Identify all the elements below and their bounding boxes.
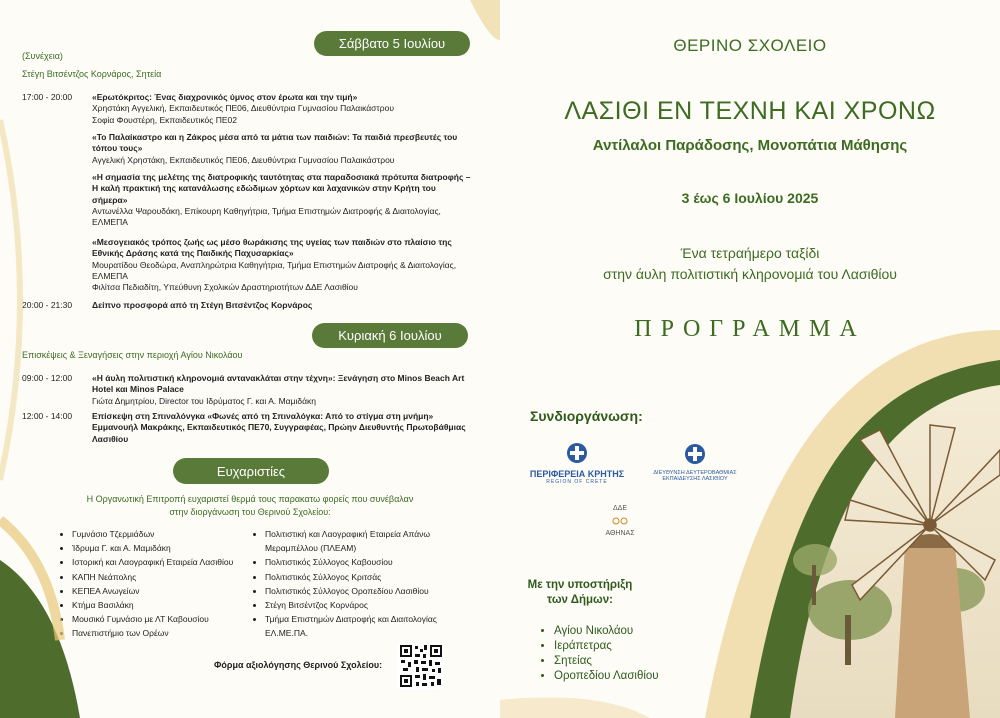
municipalities-list [540,624,659,684]
owl-icon [612,517,628,525]
form-label: Φόρμα αξιολόγησης Θερινού Σχολείου: [214,660,383,670]
session-person: Αγγελική Χρηστάκη, Εκπαιδευτικός ΠΕ06, Διευθύντρια Γυμνασίου Παλαικάστρου [92,154,395,165]
list-item: • Πολιτιστικός Σύλλογος Καβουσίου [265,555,465,569]
list-item: • Ιστορική και Λαογραφική Εταιρεία Λασιθίου [72,555,262,569]
list-item: • Τμήμα Επιστημών Διατροφής και Διαιτολογίας ΕΛ.ΜΕ.ΠΑ. [265,612,465,640]
logo3-top: ΔΔΕ [612,505,628,512]
session-title: «Το Παλαίκαστρο και η Ζάκρος μέσα από τα μάτια των παιδιών: Τα παιδιά πρεσβευτές του τόπου τους» [92,132,458,154]
list-item: • Αγίου Νικολάου [554,624,659,639]
session-person: Αντωνέλλα Ψαρουδάκη, Επίκουρη Καθηγήτρια, Τμήμα Επιστημών Διατροφής & Διαιτολογίας, ΕΛΜΕΠΑ [92,205,441,228]
school-label: ΘΕΡΙΝΟ ΣΧΟΛΕΙΟ [673,36,827,55]
logo-dde-lasithi [645,443,745,482]
dinner-time: 20:00 - 21:30 [22,300,73,310]
session-title: «Ερωτόκριτος: Ένας διαχρονικός ύμνος στον έρωτα και την τιμή» [92,92,358,102]
tagline-1: Ένα τετραήμερο ταξίδι [680,245,820,261]
session-title: «Η άυλη πολιτιστική κληρονομιά αντανακλάται στην τέχνη»: Ξενάγηση στο Minos Beach Art Hotel και Minos Palace [92,373,465,395]
coorg-label: Συνδιοργάνωση: [530,408,643,424]
list-item: • Οροπεδίου Λασιθίου [554,669,659,684]
logo1-name: ΠΕΡΙΦΕΡΕΙΑ ΚΡΗΤΗΣ [529,469,625,479]
list-item: • Γυμνάσιο Τζερμιάδων [72,527,262,541]
logo2-line2: ΕΚΠΑΙΔΕΥΣΗΣ ΛΑΣΙΘΙΟΥ [662,476,728,482]
emblem-icon [684,443,706,465]
session-person: Μουρατίδου Θεοδώρα, Αναπληρώτρια Καθηγήτρια, Τμήμα Επιστημών Διατροφής & Διαιτολογίας, ΕΛΜΕΠΑ [92,259,457,281]
continued-label: (Συνέχεια) [22,51,63,61]
list-item: • ΚΕΠΕΑ Ανωγείων [72,584,262,598]
day2-pill: Κυριακή 6 Ιουλίου [312,323,468,348]
session-person: Φιλίτσα Πεδιαδίτη, Υπεύθυνη Σχολικών Δραστηριοτήτων ΔΔΕ Λασιθίου [92,282,358,293]
venue1-label: Στέγη Βιτσέντζος Κορνάρος, Σητεία [22,69,162,79]
session-time: 12:00 - 14:00 [22,411,73,421]
thanks-pill: Ευχαριστίες [173,458,329,484]
logo1-sub: REGION OF CRETE [546,479,608,485]
list-item: • Πολιτιστικός Σύλλογος Κριτσάς [265,570,465,584]
list-item: • ΚΑΠΗ Νεάπολης [72,570,262,584]
venue2-label: Επισκέψεις & Ξεναγήσεις στην περιοχή Αγίου Νικολάου [22,350,243,360]
list-item: • Σητείας [554,654,659,669]
logo2-line1: ΔΙΕΥΘΥΝΣΗ ΔΕΥΤΕΡΟΒΑΘΜΙΑΣ [653,470,737,476]
list-item: • Ιεράπετρας [554,639,659,654]
thanks-intro: Η Οργανωτική Επιτροπή ευχαριστεί θερμά τους παρακατω φορείς που συνέβαλαν στην διοργάνωση του Θερινού Σχολείου: [86,494,414,517]
session-person: Εμμανουήλ Μακράκης, Εκπαιδευτικός ΠΕ70, Συγγραφέας, Πρώην Διευθυντής Πρωτοβάθμιας Λασιθίου [92,422,466,444]
tagline-2: στην άυλη πολιτιστική κληρονομιά του Λασιθίου [603,266,897,282]
support-line-2: των Δήμων: [547,594,613,606]
list-item: • Πολιτιστικός Σύλλογος Οροπεδίου Λασιθίου [265,584,465,598]
program-heading: ΠΡΟΓΡΑΜΜΑ [634,316,866,342]
session-title: «Η σημασία της μελέτης της διατροφικής ταυτότητας στα παραδοσιακά πρότυπα διατροφής – Η καλή πρακτική της κατανάλωσης εδώδιμων χόρτων και λαχανικών στην Κρήτη του σήμερα» [92,172,471,205]
dinner-text: Δείπνο προσφορά από τη Στέγη Βιτσέντζος Κορνάρος [92,300,313,310]
subtitle: Αντίλαλοι Παράδοσης, Μονοπάτια Μάθησης [592,137,908,154]
main-title: ΛΑΣΙΘΙ ΕΝ ΤΕΧΝΗ ΚΑΙ ΧΡΟΝΩ [564,97,936,125]
session-title: «Μεσογειακός τρόπος ζωής ως μέσο θωράκισης της υγείας των παιδιών στο πλαίσιο της Εθνικής Δράσης κατά της Παιδικής Παχυσαρκίας» [92,237,452,259]
logo-dde-athinas [598,505,642,537]
logo-region-crete [522,442,632,485]
list-item: • Πανεπιστήμιο των Ορέων [72,626,262,640]
session-time: 17:00 - 20:00 [22,92,73,102]
list-item: • Μουσικό Γυμνάσιο με ΛΤ Καβουσίου [72,612,262,626]
emblem-icon [566,442,588,464]
session-person: Χρηστάκη Αγγελική, Εκπαιδευτικός ΠΕ06, Διευθύντρια Γυμνασίου Παλαικάστρου [92,103,394,114]
session-person: Γιώτα Δημητρίου, Director του Ιδρύματος Γ. και Α. Μαμιδάκη [92,395,316,406]
list-item: • Ίδρυμα Γ. και Α. Μαμιδάκη [72,541,262,555]
logo3-bottom: ΑΘΗΝΑΣ [605,530,635,537]
support-label [520,578,640,608]
session-time: 09:00 - 12:00 [22,373,73,383]
session-title: Επίσκεψη στη Σπιναλόνγκα «Φωνές από τη Σπιναλόγκα: Από το στίγμα στη μνήμη» [92,411,434,421]
support-line-1: Με την υποστήριξη [527,579,633,591]
day1-pill: Σάββατο 5 Ιουλίου [314,31,470,56]
cover-panel [500,0,1000,718]
list-item: • Κτήμα Βασιλάκη [72,598,262,612]
dates: 3 έως 6 Ιουλίου 2025 [681,190,819,206]
session-person: Σοφία Φουστέρη, Εκπαιδευτικός ΠΕ02 [92,114,237,125]
list-item: • Στέγη Βιτσέντζος Κορνάρος [265,598,465,612]
list-item: • Πολιτιστική και Λαογραφική Εταιρεία Απάνω Μεραμπέλλου (ΠΛΕΑΜ) [265,527,465,555]
